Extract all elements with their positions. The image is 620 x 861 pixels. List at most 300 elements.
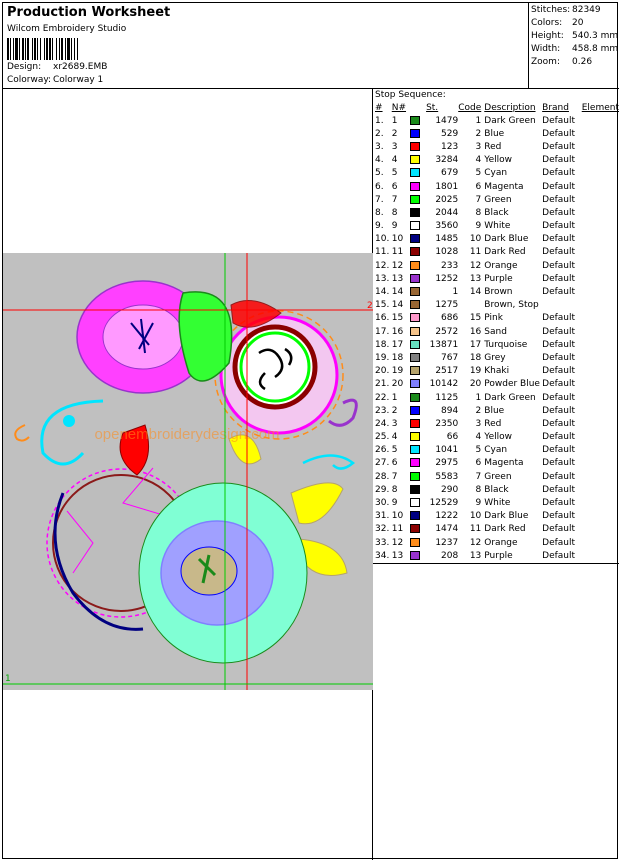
row-code: [458, 299, 484, 312]
row-stitches: 2025: [435, 194, 459, 205]
row-stitches: 1275: [435, 300, 459, 311]
row-stitches: 208: [441, 550, 459, 561]
row-index: 1.: [375, 115, 384, 126]
row-stitches: 894: [441, 405, 459, 416]
row-stitches: 66: [446, 432, 459, 443]
row-swatch: [407, 431, 426, 444]
row-stitches: 5583: [435, 471, 459, 482]
row-needle: 6: [391, 181, 398, 192]
color-swatch: [410, 274, 420, 283]
row-code: 2: [475, 405, 482, 416]
cyan-curl-right: [303, 456, 353, 469]
table-row: [375, 259, 619, 272]
row-element: [582, 114, 619, 127]
row-needle: 6: [391, 458, 398, 469]
row-brand: Default: [542, 326, 576, 337]
row-swatch: [407, 312, 426, 325]
row-needle: 5: [391, 168, 398, 179]
row-stitches: 3284: [435, 155, 459, 166]
row-index: 22.: [375, 392, 390, 403]
row-index: 11.: [375, 247, 390, 258]
row-element: [582, 523, 619, 536]
row-stitches: 233: [441, 260, 459, 271]
row-description: Magenta: [484, 458, 524, 469]
table-row: [375, 444, 619, 457]
row-code: 6: [475, 181, 482, 192]
row-swatch: [407, 470, 426, 483]
row-swatch: [407, 365, 426, 378]
row-swatch: [407, 404, 426, 417]
row-index: 24.: [375, 418, 390, 429]
row-code: 11: [469, 524, 482, 535]
cyan-flower: [63, 415, 75, 427]
row-needle: 17: [391, 339, 404, 350]
row-index: 18.: [375, 339, 390, 350]
table-row: [375, 510, 619, 523]
color-swatch: [410, 485, 420, 494]
row-element: [582, 510, 619, 523]
row-index: 2.: [375, 128, 384, 139]
table-row: [375, 470, 619, 483]
green-leaf-large: [179, 292, 231, 381]
table-row: [375, 496, 619, 509]
row-brand: Default: [542, 458, 576, 469]
row-brand: Default: [542, 511, 576, 522]
row-needle: 13: [391, 550, 404, 561]
row-element: [582, 404, 619, 417]
row-stitches: 2517: [435, 366, 459, 377]
stat-width: [531, 44, 618, 54]
row-swatch: [407, 391, 426, 404]
row-index: 9.: [375, 221, 384, 232]
row-stitches: 2572: [435, 326, 459, 337]
color-swatch: [410, 221, 420, 230]
row-code: 11: [469, 247, 482, 258]
color-swatch: [410, 287, 420, 296]
color-swatch: [410, 379, 420, 388]
row-swatch: [407, 127, 426, 140]
color-swatch: [410, 300, 420, 309]
row-swatch: [407, 167, 426, 180]
row-stitches: 13871: [429, 339, 459, 350]
row-description: Dark Red: [484, 524, 526, 535]
row-description: Red: [484, 418, 502, 429]
row-stitches: 2975: [435, 458, 459, 469]
row-brand: Default: [542, 273, 576, 284]
row-needle: 9: [391, 498, 398, 509]
row-index: 33.: [375, 537, 390, 548]
row-description: Cyan: [484, 445, 508, 456]
color-swatch: [410, 340, 420, 349]
row-stitches: 679: [441, 168, 459, 179]
table-row: [375, 365, 619, 378]
row-element: [582, 391, 619, 404]
table-row: [375, 536, 619, 549]
barcode-image: [7, 38, 134, 60]
row-swatch: [407, 285, 426, 298]
row-code: 5: [475, 445, 482, 456]
row-index: 19.: [375, 352, 390, 363]
row-brand: [542, 299, 582, 312]
row-element: [582, 417, 619, 430]
table-row: [375, 549, 619, 562]
table-row: [375, 431, 619, 444]
table-row: [375, 351, 619, 364]
color-swatch: [410, 129, 420, 138]
row-description: Blue: [484, 405, 505, 416]
row-element: [582, 496, 619, 509]
row-brand: Default: [542, 550, 576, 561]
yellow-leaf-right: [291, 483, 343, 524]
row-description: White: [484, 498, 511, 509]
row-needle: 11: [391, 247, 404, 258]
row-description: Dark Green: [484, 115, 536, 126]
row-brand: Default: [542, 432, 576, 443]
row-index: 3.: [375, 141, 384, 152]
table-row: [375, 457, 619, 470]
row-element: [582, 365, 619, 378]
row-element: [582, 483, 619, 496]
row-description: Blue: [484, 128, 505, 139]
row-description: Pink: [484, 313, 503, 324]
worksheet: [2, 2, 618, 859]
table-row: [375, 127, 619, 140]
table-row: [375, 404, 619, 417]
row-element: [582, 325, 619, 338]
row-code: 17: [469, 339, 482, 350]
row-stitches: 290: [441, 484, 459, 495]
row-description: Yellow: [484, 155, 512, 166]
row-needle: 9: [391, 221, 398, 232]
row-code: 15: [469, 313, 482, 324]
color-swatch: [410, 511, 420, 520]
table-header-row: [375, 102, 619, 114]
row-stitches: 767: [441, 352, 459, 363]
row-code: 16: [469, 326, 482, 337]
row-index: 8.: [375, 207, 384, 218]
software-name: Wilcom Embroidery Studio: [7, 24, 127, 34]
row-brand: Default: [542, 141, 576, 152]
row-brand: Default: [542, 221, 576, 232]
colorway-label: Colorway:: [7, 75, 52, 85]
row-description: Purple: [484, 273, 513, 284]
row-description: Black: [484, 484, 509, 495]
row-stitches: 1: [452, 287, 459, 298]
row-needle: 14: [391, 287, 404, 298]
stat-label: Stitches:: [531, 5, 571, 15]
stop-sequence-panel: [373, 89, 619, 564]
row-index: 27.: [375, 458, 390, 469]
table-row: [375, 246, 619, 259]
col-header-index: #: [375, 103, 383, 113]
row-index: 16.: [375, 313, 390, 324]
color-swatch: [410, 551, 420, 560]
row-needle: 8: [391, 484, 398, 495]
guide-marker-left: 1: [5, 674, 11, 684]
row-code: 20: [469, 379, 482, 390]
row-brand: Default: [542, 247, 576, 258]
table-row: [375, 193, 619, 206]
row-index: 30.: [375, 498, 390, 509]
row-needle: 10: [391, 234, 404, 245]
row-element: [582, 246, 619, 259]
row-index: 29.: [375, 484, 390, 495]
color-rows: [375, 114, 619, 562]
row-stitches: 1041: [435, 445, 459, 456]
row-stitches: 1237: [435, 537, 459, 548]
row-element: [582, 378, 619, 391]
row-needle: 7: [391, 471, 398, 482]
row-swatch: [407, 351, 426, 364]
row-brand: Default: [542, 366, 576, 377]
row-description: Yellow: [484, 432, 512, 443]
row-code: 9: [475, 221, 482, 232]
stat-zoom: [531, 57, 592, 67]
row-code: 3: [475, 418, 482, 429]
table-row: [375, 114, 619, 127]
row-element: [582, 127, 619, 140]
table-row: [375, 233, 619, 246]
row-needle: 20: [391, 379, 404, 390]
row-code: 4: [475, 155, 482, 166]
row-index: 32.: [375, 524, 390, 535]
row-code: 13: [469, 550, 482, 561]
row-swatch: [407, 549, 426, 562]
row-description: Khaki: [484, 366, 510, 377]
table-row: [375, 140, 619, 153]
row-element: [582, 312, 619, 325]
design-stats: [529, 3, 619, 89]
row-index: 34.: [375, 550, 390, 561]
table-row: [375, 167, 619, 180]
row-swatch: [407, 140, 426, 153]
stat-stitches: [531, 5, 601, 15]
row-code: 5: [475, 168, 482, 179]
row-element: [582, 167, 619, 180]
row-swatch: [407, 417, 426, 430]
row-code: 6: [475, 458, 482, 469]
row-brand: Default: [542, 128, 576, 139]
col-header-description: Description: [484, 103, 536, 113]
row-element: [582, 338, 619, 351]
table-row: [375, 206, 619, 219]
row-description: White: [484, 221, 511, 232]
row-stitches: 1479: [435, 115, 459, 126]
row-stitches: 1222: [435, 511, 459, 522]
row-needle: 2: [391, 405, 398, 416]
color-swatch: [410, 445, 420, 454]
row-code: 19: [469, 366, 482, 377]
row-swatch: [407, 496, 426, 509]
row-element: [582, 431, 619, 444]
row-brand: Default: [542, 352, 576, 363]
header-panel: [3, 3, 529, 89]
row-swatch: [407, 193, 426, 206]
row-needle: 12: [391, 537, 404, 548]
row-description: Green: [484, 194, 512, 205]
row-index: 20.: [375, 366, 390, 377]
row-code: 8: [475, 484, 482, 495]
color-swatch: [410, 247, 420, 256]
row-swatch: [407, 220, 426, 233]
watermark-text: openembroiderydesign.com: [94, 426, 280, 443]
embroidery-preview: [3, 253, 373, 690]
row-code: 7: [475, 471, 482, 482]
table-row: [375, 299, 619, 312]
row-index: 28.: [375, 471, 390, 482]
row-description: Orange: [484, 537, 518, 548]
row-element: [582, 351, 619, 364]
row-description: Sand: [484, 326, 507, 337]
row-stitches: 1125: [435, 392, 459, 403]
row-swatch: [407, 510, 426, 523]
row-needle: 1: [391, 392, 398, 403]
row-element: [582, 140, 619, 153]
row-swatch: [407, 206, 426, 219]
embroidery-design-image: [3, 253, 373, 690]
row-index: 7.: [375, 194, 384, 205]
row-swatch: [407, 154, 426, 167]
row-description: Turquoise: [484, 339, 528, 350]
guide-marker-right: 2: [367, 301, 373, 311]
row-brand: Default: [542, 194, 576, 205]
row-swatch: [407, 444, 426, 457]
row-swatch: [407, 338, 426, 351]
row-code: 18: [469, 352, 482, 363]
color-table: [375, 102, 619, 562]
row-code: 1: [475, 392, 482, 403]
table-row: [375, 417, 619, 430]
table-row: [375, 312, 619, 325]
row-index: 31.: [375, 511, 390, 522]
row-element: [582, 233, 619, 246]
row-description: Brown: [484, 287, 513, 298]
col-header-code: Code: [458, 103, 482, 113]
row-index: 14.: [375, 287, 390, 298]
row-brand: Default: [542, 405, 576, 416]
row-description: Purple: [484, 550, 513, 561]
row-index: 15.: [375, 300, 390, 311]
row-swatch: [407, 299, 426, 312]
stat-value: 82349: [572, 5, 601, 15]
row-code: 12: [469, 537, 482, 548]
design-value: xr2689.EMB: [53, 62, 108, 72]
table-row: [375, 272, 619, 285]
row-needle: 3: [391, 418, 398, 429]
row-index: 5.: [375, 168, 384, 179]
page-title: Production Worksheet: [7, 5, 171, 20]
row-swatch: [407, 259, 426, 272]
color-swatch: [410, 116, 420, 125]
row-brand: Default: [542, 168, 576, 179]
row-element: [582, 299, 619, 312]
row-needle: 1: [391, 115, 398, 126]
color-swatch: [410, 142, 420, 151]
row-index: 10.: [375, 234, 390, 245]
row-element: [582, 457, 619, 470]
row-needle: 19: [391, 366, 404, 377]
row-code: 2: [475, 128, 482, 139]
col-header-element: Element: [581, 103, 619, 113]
row-description: Green: [484, 471, 512, 482]
row-needle: 2: [391, 128, 398, 139]
row-code: 10: [469, 234, 482, 245]
col-header-needle: N#: [391, 103, 407, 113]
table-row: [375, 483, 619, 496]
stat-value: 540.3 mm: [572, 31, 619, 41]
color-swatch: [410, 498, 420, 507]
stat-value: 458.8 mm: [572, 44, 619, 54]
row-swatch: [407, 114, 426, 127]
row-description: Magenta: [484, 181, 524, 192]
row-description: Red: [484, 141, 502, 152]
row-brand: Default: [542, 524, 576, 535]
row-stitches: 123: [441, 141, 459, 152]
row-brand: Default: [542, 260, 576, 271]
row-code: 14: [469, 287, 482, 298]
row-element: [582, 470, 619, 483]
color-swatch: [410, 208, 420, 217]
stop-sequence-title: Stop Sequence:: [375, 90, 446, 100]
row-swatch: [407, 233, 426, 246]
row-swatch: [407, 483, 426, 496]
color-swatch: [410, 366, 420, 375]
row-needle: 4: [391, 155, 398, 166]
row-element: [582, 259, 619, 272]
row-element: [582, 549, 619, 562]
row-stitches: 529: [441, 128, 459, 139]
row-needle: 14: [391, 300, 404, 311]
color-swatch: [410, 524, 420, 533]
row-stitches: 1474: [435, 524, 459, 535]
row-brand: Default: [542, 471, 576, 482]
table-row: [375, 285, 619, 298]
row-brand: Default: [542, 287, 576, 298]
row-index: 26.: [375, 445, 390, 456]
row-stitches: 3560: [435, 221, 459, 232]
row-brand: Default: [542, 498, 576, 509]
row-brand: Default: [542, 313, 576, 324]
row-brand: Default: [542, 234, 576, 245]
table-row: [375, 325, 619, 338]
purple-curl: [329, 400, 356, 425]
table-row: [375, 154, 619, 167]
row-description: Powder Blue: [484, 379, 540, 390]
row-swatch: [407, 536, 426, 549]
stat-colors: [531, 18, 583, 28]
row-needle: 16: [391, 326, 404, 337]
stat-value: 20: [572, 18, 584, 28]
row-description: Dark Red: [484, 247, 526, 258]
color-swatch: [410, 353, 420, 362]
row-code: 4: [475, 432, 482, 443]
orange-curl: [15, 425, 29, 441]
row-description: Orange: [484, 260, 518, 271]
row-element: [582, 285, 619, 298]
color-swatch: [410, 313, 420, 322]
row-needle: 12: [391, 260, 404, 271]
color-swatch: [410, 168, 420, 177]
table-row: [375, 523, 619, 536]
row-index: 13.: [375, 273, 390, 284]
row-code: 12: [469, 260, 482, 271]
color-swatch: [410, 406, 420, 415]
row-swatch: [407, 325, 426, 338]
design-label: Design:: [7, 62, 42, 72]
row-element: [582, 536, 619, 549]
row-description: Black: [484, 207, 509, 218]
row-swatch: [407, 180, 426, 193]
